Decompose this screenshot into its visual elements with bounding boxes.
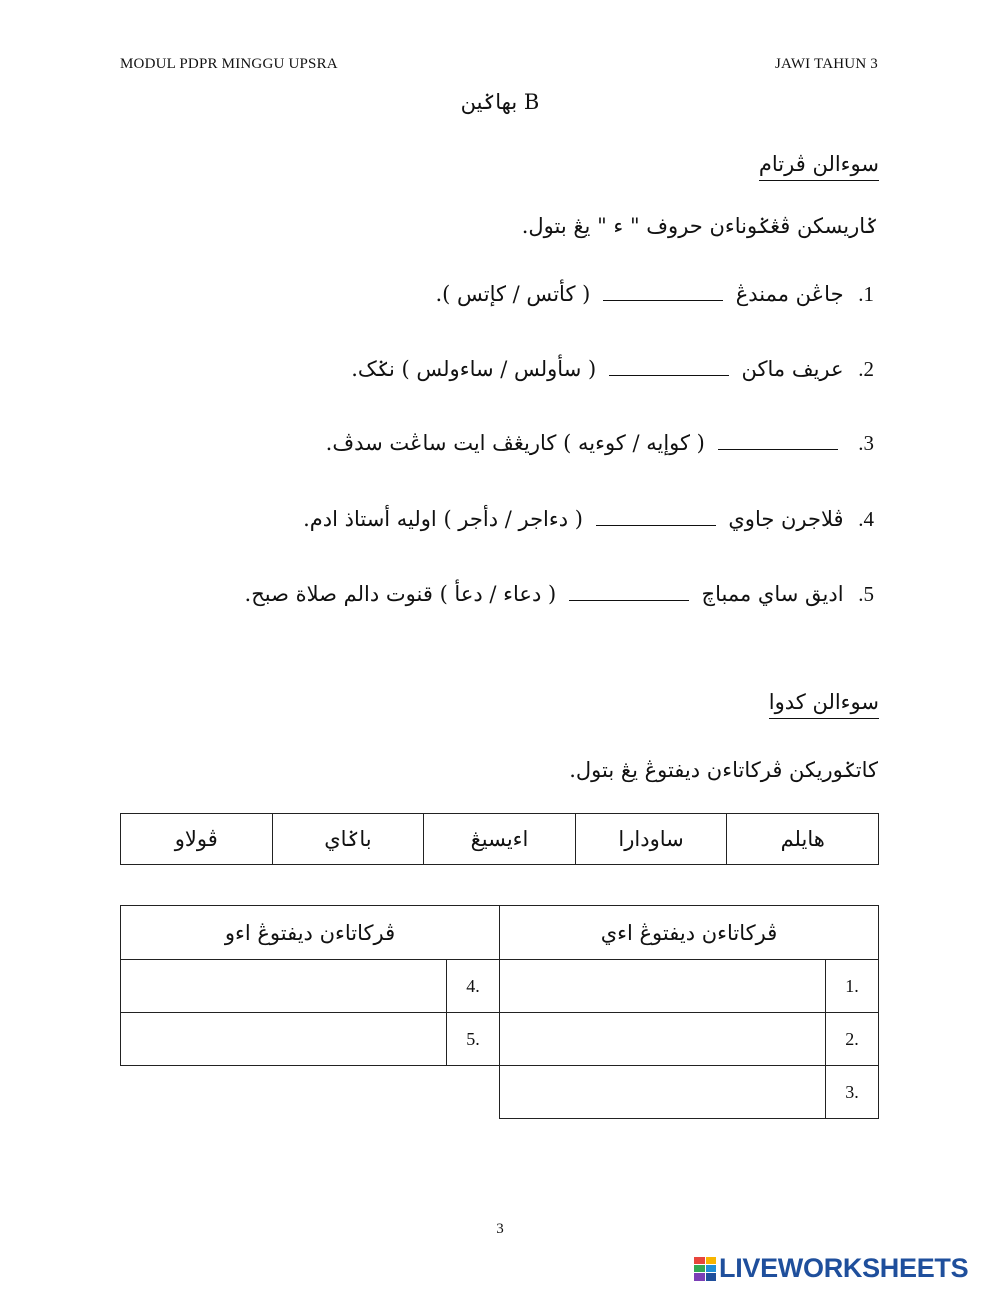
word-bank-item[interactable]: ساودارا xyxy=(575,814,727,865)
word-bank-item[interactable]: باݢاي xyxy=(272,814,424,865)
part-title: بهاݢين B xyxy=(460,90,540,114)
question-number: 4. xyxy=(858,507,874,531)
liveworksheets-icon xyxy=(694,1257,716,1281)
row-number: 4. xyxy=(447,960,500,1013)
word-bank-item[interactable]: اءيسيڠ xyxy=(424,814,576,865)
answer-cell[interactable] xyxy=(500,1066,826,1119)
question-1 xyxy=(435,280,874,307)
question-5 xyxy=(245,580,874,607)
question-number: 3. xyxy=(858,431,874,455)
answer-blank[interactable] xyxy=(603,280,723,301)
question-options: ( كوإيه / كوءيه ) كاريڠڤ ايت ساڠت سدڤ. xyxy=(325,431,705,455)
question-number: 2. xyxy=(858,357,874,381)
section2-title: سوءالن كدوا xyxy=(769,690,879,719)
word-bank-item[interactable]: ڤولاو xyxy=(121,814,273,865)
answer-blank[interactable] xyxy=(609,355,729,376)
row-number: 1. xyxy=(826,960,879,1013)
question-options: ( دعاء / دعأ ) قنوت دالم صلاة صبح. xyxy=(244,582,557,606)
answer-blank[interactable] xyxy=(569,580,689,601)
section1-title: سوءالن ڤرتام xyxy=(759,152,879,181)
answer-cell[interactable] xyxy=(121,1013,447,1066)
question-options: ( كأتس / كإتس ). xyxy=(435,282,591,306)
answer-blank[interactable] xyxy=(718,429,838,450)
question-3 xyxy=(326,429,874,456)
row-number: 5. xyxy=(447,1013,500,1066)
diphthong-au-table xyxy=(120,905,500,1066)
question-text-before: ڤلاجرن جاوي xyxy=(728,507,844,531)
diphthong-ai-table xyxy=(499,905,879,1119)
section2-instruction: كاتݢوريكن ڤرکاتاءن ديفتوڠ يڠ بتول. xyxy=(569,758,878,782)
brand-name: LIVEWORKSHEETS xyxy=(719,1253,969,1283)
section1-instruction: ݢاريسکن ڤڠݢوناءن حروف " ء " يڠ بتول. xyxy=(521,214,878,238)
diphthong-ai-heading: ڤرکاتاءن ديفتوڠ اءي xyxy=(500,906,879,960)
question-2 xyxy=(351,355,874,382)
liveworksheets-logo[interactable] xyxy=(694,1253,968,1284)
question-text-before: اديق ساي ممباچ xyxy=(701,582,844,606)
row-number: 3. xyxy=(826,1066,879,1119)
header-subject: JAWI TAHUN 3 xyxy=(774,56,878,72)
answer-blank[interactable] xyxy=(596,505,716,526)
header-module-title: MODUL PDPR MINGGU UPSRA xyxy=(120,56,338,72)
question-options: ( دءاجر / دأجر ) اوليه أستاذ ادم. xyxy=(303,507,583,531)
page-number: 3 xyxy=(496,1221,504,1237)
question-options: ( سأولس / ساءولس ) نݢک. xyxy=(351,357,597,381)
answer-cell[interactable] xyxy=(500,1013,826,1066)
question-4 xyxy=(303,505,874,532)
word-bank-item[interactable]: هايلم xyxy=(727,814,879,865)
answer-cell[interactable] xyxy=(500,960,826,1013)
answer-cell[interactable] xyxy=(121,960,447,1013)
row-number: 2. xyxy=(826,1013,879,1066)
question-text-before: عريف ماكن xyxy=(741,357,844,381)
question-number: 1. xyxy=(858,282,874,306)
diphthong-au-heading: ڤرکاتاءن ديفتوڠ اءو xyxy=(121,906,500,960)
question-number: 5. xyxy=(858,582,874,606)
question-text-before: جاڠن ممندڠ xyxy=(735,282,844,306)
word-bank-table xyxy=(120,813,879,865)
